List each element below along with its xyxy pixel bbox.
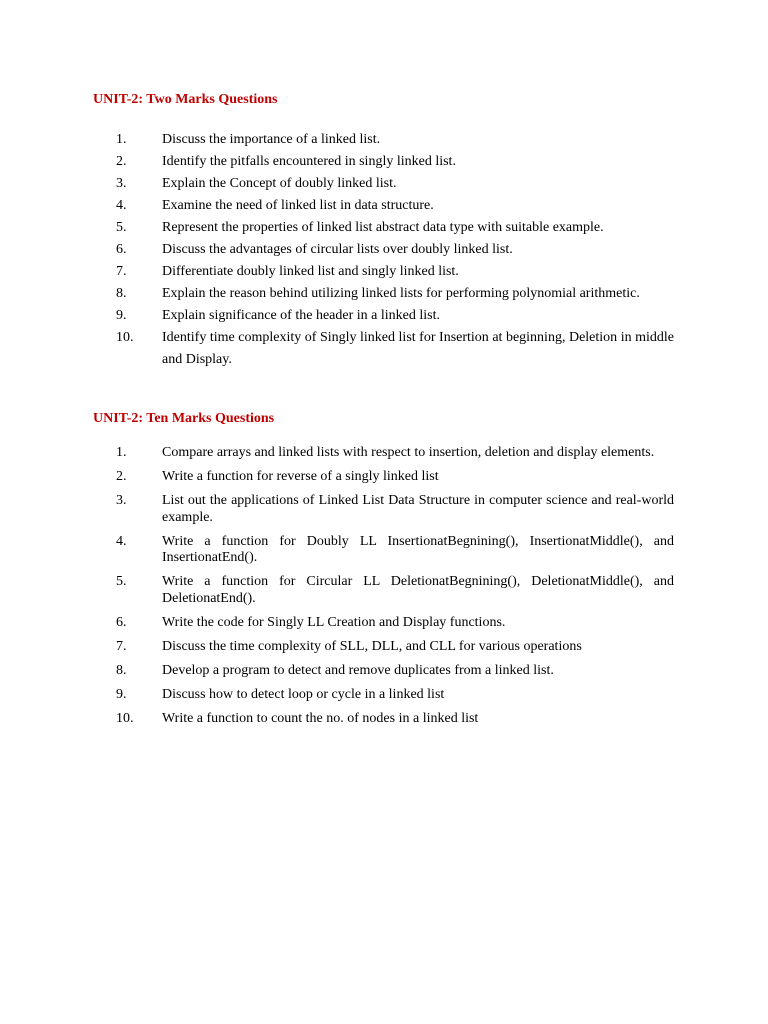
question-number: 1. [116,132,127,147]
question-item [0,493,768,526]
question-number: 3. [116,493,127,508]
question-number: 9. [116,308,127,323]
question-number: 4. [116,198,127,213]
question-item [0,327,768,371]
question-item [0,445,768,462]
question-text: Explain the reason behind utilizing linked lists for performing polynomial arithmetic. [162,286,640,301]
question-number: 6. [116,614,127,630]
question-text: Discuss the importance of a linked list. [162,132,381,147]
question-item [0,305,768,327]
question-number: 7. [116,264,127,279]
question-text: Examine the need of linked list in data structure. [162,198,434,213]
question-number: 10. [116,710,134,726]
question-number: 2. [116,154,127,169]
question-text: Compare arrays and linked lists with respect to insertion, deletion and display elements. [162,445,655,460]
question-number: 7. [116,638,127,654]
question-item [0,639,768,656]
question-item [0,195,768,217]
question-item [0,534,768,567]
question-number: 4. [116,533,127,549]
question-item [0,173,768,195]
question-item [0,239,768,261]
question-text: Develop a program to detect and remove duplicates from a linked list. [162,662,554,678]
two-marks-heading: UNIT-2: Two Marks Questions [93,92,278,107]
question-text: Write a function for reverse of a singly linked list [162,469,439,484]
two-marks-question-list [0,129,768,371]
ten-marks-heading: UNIT-2: Ten Marks Questions [93,411,275,426]
question-text: Represent the properties of linked list abstract data type with suitable example. [162,220,604,235]
question-number: 1. [116,445,127,460]
question-number: 10. [116,330,134,345]
question-number: 6. [116,242,127,257]
question-text: Explain significance of the header in a linked list. [162,308,440,323]
question-text: Identify time complexity of Singly linked list for Insertion at beginning, Deletion in middle and Display. [162,330,674,367]
question-text: Write a function for Circular LL DeletionatBegnining(), DeletionatMiddle(), and DeletionatEnd(). [162,574,674,606]
question-text: Write a function for Doubly LL InsertionatBegnining(), InsertionatMiddle(), and InsertionatEnd(). [162,533,674,565]
question-item [0,574,768,607]
question-item [0,129,768,151]
question-item [0,283,768,305]
question-text: Discuss the advantages of circular lists over doubly linked list. [162,242,513,257]
question-item [0,469,768,486]
question-text: Discuss how to detect loop or cycle in a linked list [162,686,445,702]
question-item [0,615,768,632]
question-item [0,217,768,239]
question-text: List out the applications of Linked List Data Structure in computer science and real-world example. [162,493,674,525]
question-item [0,711,768,728]
question-number: 8. [116,286,127,301]
question-text: Write a function to count the no. of nodes in a linked list [162,710,479,726]
question-text: Differentiate doubly linked list and singly linked list. [162,264,459,279]
question-item [0,261,768,283]
question-item [0,151,768,173]
question-number: 2. [116,469,127,484]
question-number: 5. [116,574,127,589]
question-number: 3. [116,176,127,191]
question-item [0,687,768,704]
question-text: Explain the Concept of doubly linked list. [162,176,397,191]
question-number: 9. [116,686,127,702]
question-number: 8. [116,662,127,678]
question-text: Write the code for Singly LL Creation and Display functions. [162,614,506,630]
question-text: Identify the pitfalls encountered in singly linked list. [162,154,456,169]
question-number: 5. [116,220,127,235]
question-item [0,663,768,680]
question-text: Discuss the time complexity of SLL, DLL, and CLL for various operations [162,638,582,654]
ten-marks-question-list [0,445,768,735]
